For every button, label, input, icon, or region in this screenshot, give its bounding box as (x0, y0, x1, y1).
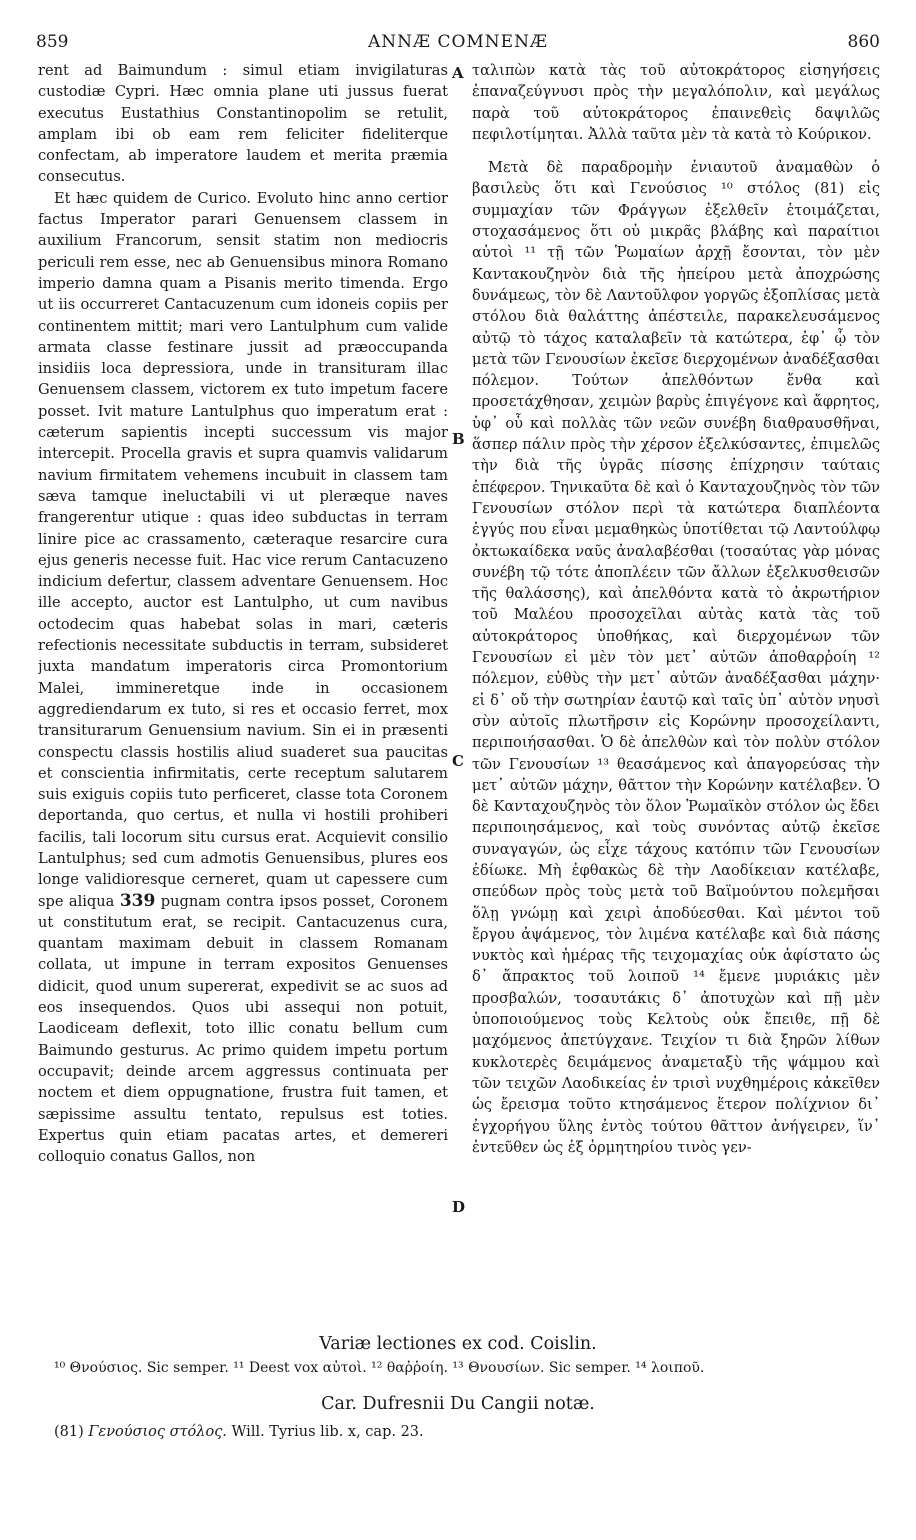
note-greek: Γενούσιος στόλος. (88, 1424, 227, 1440)
latin-text: pugnam contra ipsos posset, Coronem ut constitutum erat, se recipit. Cantacuzenus cura, quantam maximam debuit in classem Romanam collata, ut impune in terram expositos Genuenses didicit, quod unum supererat, expedivit se ac suos ad eos insequendos. Quos ubi assequi non potuit, Laodiceam deflexit, toto illic conatu bellum cum Baimundo gesturus. Ac primo quidem impetu portum occupavit; deinde arcem aggressus continuata per noctem et diem oppugnatione, frustra fuit tamen, et sæpissime assultu tentato, repulsus est toties. Expertus quin etiam pacatas artes, et demereri colloquio conatus Gallos, non (38, 892, 448, 1166)
running-header (36, 32, 880, 56)
note-reference: Will. Tyrius lib. x, cap. 23. (231, 1424, 424, 1440)
latin-text: Et hæc quidem de Curico. Evoluto hinc anno certior factus Imperator parari Genuensem classem in auxilium Francorum, sensit statim non mediocris periculi rem esse, nec ab Genuensibus minora Romano imperio damna quam a Pisanis merito timenda. Ergo ut iis occurreret Cantacuzenum cum idoneis copiis per continentem mittit; mari vero Lantulphum cum valide armata classe festinare jussit ad præoccupanda insidiis loca depressiora, unde in transituram illac Genuensem classem, victorem ex tuto impetum facere posset. Ivit mature Lantulphus quo imperatum erat : cæterum sapientis incepti successum vis major intercepit. Procella gravis et supra quamvis validarum navium firmitatem vehemens incubuit in classem tam sæva tamque ineluctabili vi ut pleræque naves frangerentur utique : quas ideo subductas in terram linire pice ac crassamento, cæteraque resarcire cura ejus generis necesse fuit. Hac vice rerum Cantacuzeno indicium defertur, classem adventare Genuensem. Hoc ille accepto, auctor est Lantulpho, ut cum navibus octodecim quas habebat solas in mari, cæteris refectionis necessitate subductis in terram, subsideret juxta mandatum imperatoris circa Promontorium Malei, immineretque inde in occasionem aggrediendarum ex tuto, si res et occasio ferret, mox transiturarum Genuensium navium. Sin ei in præsenti conspectu classis hostilis aliud suaderet sua paucitas et conscientia infirmitatis, certe receptum salutarem suis exiguis copiis tuto perficeret, classe tota Coronem deportanda, quo certus, et nulla vi hostili prohiberi facilis, tali locorum situ cursus erat. Acquievit consilio Lantulphus; sed cum admotis Genuensibus, plures eos longe validioresque cerneret, quam ut capessere cum spe aliqua (38, 189, 448, 910)
latin-column (38, 60, 448, 1330)
greek-column (472, 60, 880, 1330)
latin-paragraph: rent ad Baimundum : simul etiam invigilaturas custodiæ Cypri. Hæc omnia plane uti jussus fuerat executus Eustathius Constantinopolim se retulit, amplam ibi ob eam rem feliciter fideliterque confectam, ab imperatore laudem et merita præmia consecutus. (38, 62, 448, 186)
variae-text: ¹⁰ Θνούσιος. Sic semper. ¹¹ Deest vox αὐτοὶ. ¹² θαῤῥοίη. ¹³ Θνουσίων. Sic semper. ¹⁴ λοιποῦ. (54, 1360, 705, 1376)
page-number-right: 860 (847, 32, 880, 52)
latin-paragraph (38, 188, 448, 1168)
apparatus (30, 1334, 886, 1440)
variae-title: Variæ lectiones ex cod. Coislin. (319, 1334, 597, 1354)
print-page-number: 339 (119, 890, 156, 911)
note-number: (81) (54, 1424, 84, 1440)
greek-paragraph: Μετὰ δὲ παραδρομὴν ἐνιαυτοῦ ἀναμαθὼν ὁ βασιλεὺς ὅτι καὶ Γενούσιος ¹⁰ στόλος (81) εἰς συμμαχίαν τῶν Φράγγων ἐξελθεῖν ἑτοιμάζεται, στοχασάμενος ὅτι οὐ μικρᾶς βλάβης καὶ παραίτιοι αὐτοὶ ¹¹ τῇ τῶν Ῥωμαίων ἀρχῇ ἔσονται, τὸν μὲν Καντακουζηνὸν διὰ τῆς ἠπείρου μετὰ ἀποχρώσης δυνάμεως, τὸν δὲ Λαντοῦλφον γοργῶς ἐξοπλίσας μετὰ στόλου διὰ θαλάττης ἀπέστειλε, παρακελευσάμενος αὐτῷ τὸ τάχος καταλαβεῖν τὰ κατώτερα, ἐφ᾽ ᾧ τὸν μετὰ τῶν Γενουσίων ἐκεῖσε διερχομένων ἀναδέξασθαι πόλεμον. Τούτων ἀπελθόντων ἔνθα καὶ προσετάχθησαν, χειμὼν βαρὺς ἐπιγέγονε καὶ ἄφρητος, ὑφ᾽ οὗ καὶ πολλὰς τῶν νεῶν συνέβη διαθραυσθῆναι, ἅσπερ πάλιν πρὸς τὴν χέρσον ἐξελκύσαντες, ἐπιμελῶς τὴν διὰ τῆς ὑγρᾶς πίσσης ἐπίχρησιν ταύταις ἐπέφερον. Τηνικαῦτα δὲ καὶ ὁ Κανταχουζηνὸς τὸν τῶν Γενουσίων στόλον περὶ τὰ κατώτερα διαπλέοντα ἐγγύς που εἶναι μεμαθηκὼς ὑποτίθεται τῷ Λαντούλφῳ ὀκτωκαίδεκα ναῦς ἀναλαβέσθαι (τοσαύτας γὰρ μόνας συνέβη τῷ τότε ἀποπλέειν τῶν ἄλλων ἐξελκυσθεισῶν τῆς θαλάσσης), καὶ ἀπελθόντα κατὰ τὸ ἀκρωτήριον τοῦ Μαλέου προσοχεῖλαι αὐτὰς κατὰ τὰς τοῦ αὐτοκράτορος ὑποθήκας, καὶ διερχομένων τῶν Γενουσίων εἰ μὲν τὸν μετ᾽ αὐτῶν ἀποθαρῤοίη ¹² πόλεμον, εὐθὺς τὴν μετ᾽ αὐτῶν ἀναδέξασθαι μάχην· εἰ δ᾽ οὔ τὴν σωτηρίαν ἑαυτῷ καὶ ταῖς ὑπ᾽ αὐτὸν νηυσὶ σὺν αὐτοῖς πλωτῆρσιν εἰς Κορώνην προσοχείλαντι, περιποιήσασθαι. Ὁ δὲ ἀπελθὼν καὶ τὸν πολὺν στόλον τῶν Γενουσίων ¹³ θεασάμενος καὶ ἀπαγορεύσας τὴν μετ᾽ αὐτῶν μάχην, θᾶττον τὴν Κορώνην κατέλαβεν. Ὁ δὲ Κανταχουζηνὸς τὸν ὅλον Ῥωμαϊκὸν στόλον ὡς ἔδει περιποιησάμενος, καὶ τοὺς συνόντας αὐτῷ ἐκεῖσε συναγαγών, ὡς εἶχε τάχους κατόπιν τῶν Γενουσίων ἐδίωκε. Μὴ ἐφθακὼς δὲ τὴν Λαοδίκειαν κατέλαβε, σπεύδων πρὸς τοὺς μετὰ τοῦ Βαϊμούντου πολεμῆσαι ὅλῃ γνώμῃ καὶ χειρὶ ἀποδύεσθαι. Καὶ μέντοι τοῦ ἔργου ἀψάμενος, τὸν λιμένα κατέλαβε καὶ διὰ πάσης νυκτὸς καὶ ἡμέρας τῆς τειχομαχίας οὐκ ἀφίστατο ὡς δ᾽ ἄπρακτος τοῦ λοιποῦ ¹⁴ ἔμενε μυριάκις μὲν προσβαλών, τοσαυτάκις δ᾽ ἀποτυχὼν καὶ πῇ μὲν ὑποποιούμενος τοὺς Κελτοὺς οὐκ ἔπειθε, πῇ δὲ μαχόμενος ἀπετύγχανε. Τειχίον τι διὰ ξηρῶν λίθων κυκλοτερὲς δειμάμενος ἀναμεταξὺ τῆς ψάμμου καὶ τῶν τειχῶν Λαοδικείας ἐν τρισὶ νυχθημέροις κἀκεῖθεν ὡς ἔρεισμα τοῦτο κτησάμενος ἕτερον πολίχνιον δι᾽ ἐγχορήγου ὕλης ἐντὸς τούτου θᾶττον ἀνήγειρεν, ἵν᾽ ἐντεῦθεν ὡς ἐξ ὁρμητηρίου τινὸς γεν- (472, 159, 880, 1156)
margin-letter-c: C (452, 752, 464, 770)
notae-title: Car. Dufresnii Du Cangii notæ. (321, 1394, 595, 1414)
greek-paragraph: ταλιπὼν κατὰ τὰς τοῦ αὐτοκράτορος εἰσηγήσεις ἐπαναζεύγνυσι πρὸς τὴν μεγαλόπολιν, καὶ μεγάλως παρὰ τοῦ αὐτοκράτορος ἐπαινεθεὶς δαψιλῶς πεφιλοτίμηται. Ἀλλὰ ταῦτα μὲν τὰ κατὰ τὸ Κούρικον. (472, 62, 880, 143)
margin-letter-a: A (452, 64, 464, 82)
running-title: ANNÆ COMNENÆ (368, 32, 548, 52)
page-number-left: 859 (36, 32, 69, 52)
note-entry (54, 1424, 886, 1440)
margin-letter-b: B (452, 430, 465, 448)
margin-letter-d: D (452, 1198, 466, 1216)
